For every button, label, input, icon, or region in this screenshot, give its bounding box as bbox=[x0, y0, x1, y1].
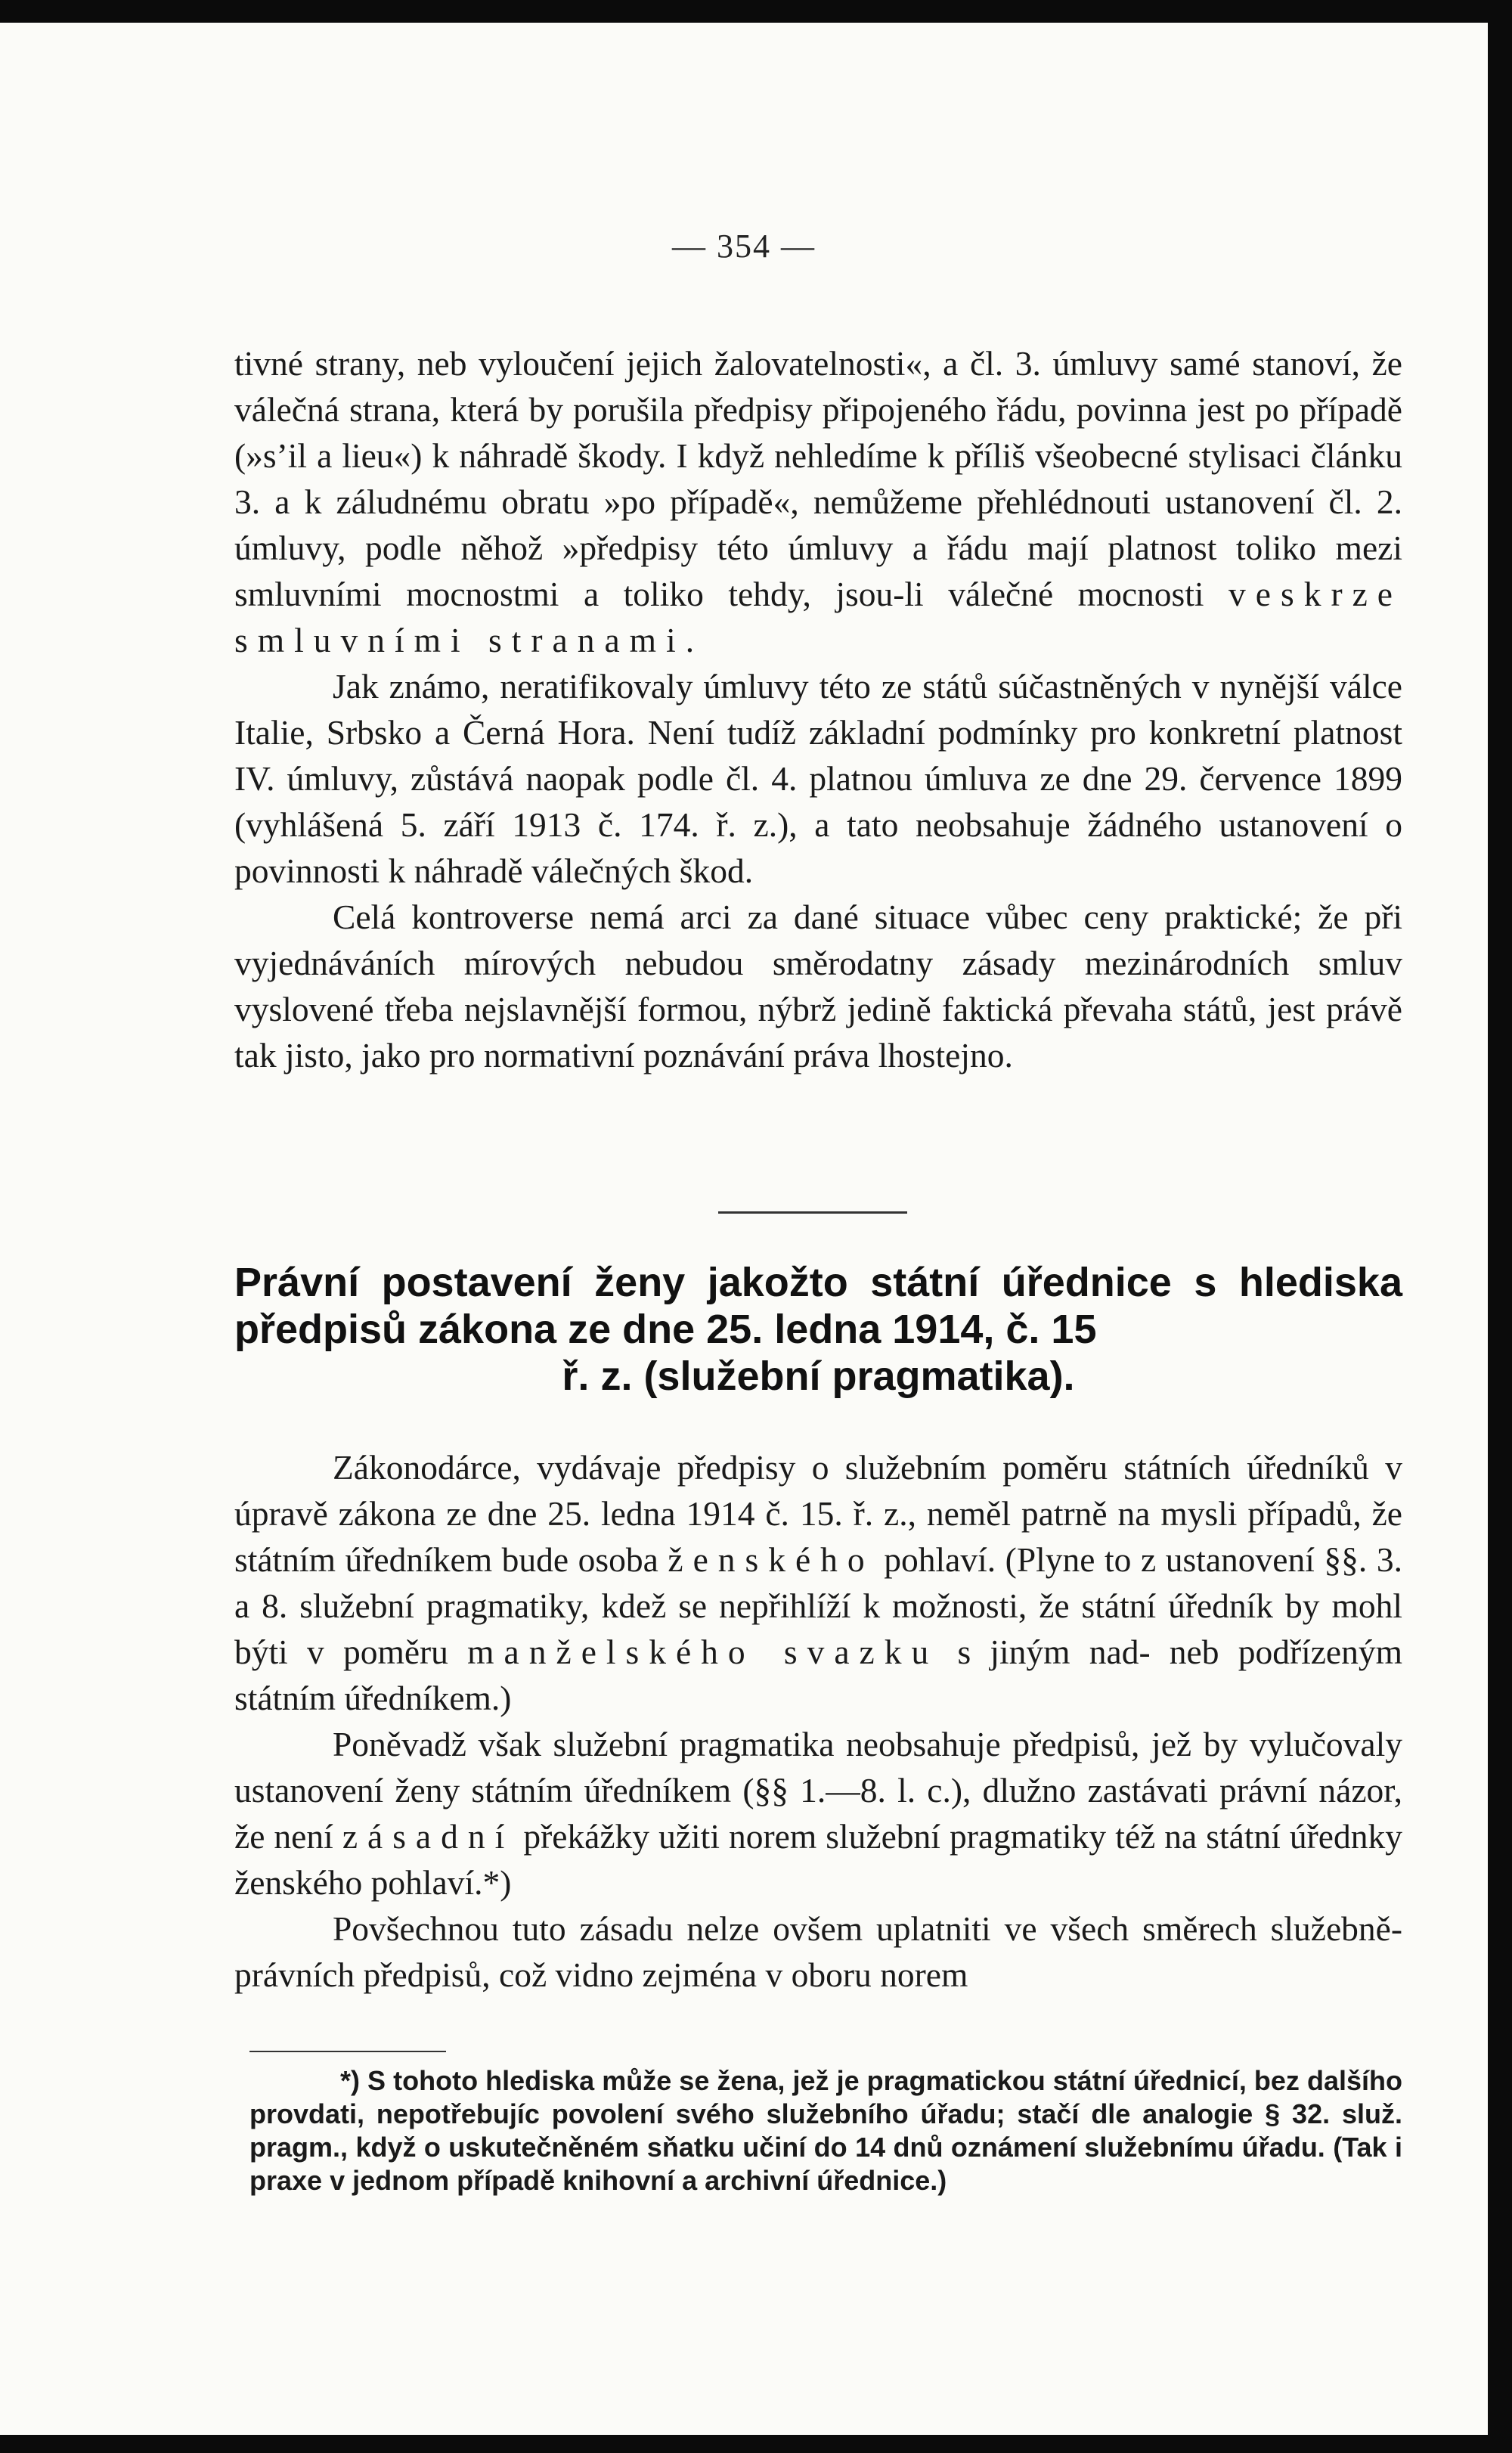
section-heading bbox=[234, 1259, 1402, 1400]
paragraph-2: Jak známo, neratifikovaly úmluvy této ze států súčastněných v nynější válce Italie, Srbsko a Černá Hora. Není tudíž základní podmínky pro konkretní platnost IV. úmluvy, zůstává naopak podle čl. 4. platnou úmluva ze dne 29. července 1899 (vyhlášená 5. září 1913 č. 174. ř. z.), a tato neobsahuje žádného ustanovení o povinnosti k náhradě válečných škod. bbox=[234, 667, 1402, 890]
footnote-divider bbox=[249, 2051, 446, 2052]
body-text-bottom bbox=[234, 1444, 1402, 1998]
paragraph-1 bbox=[234, 340, 1402, 663]
paragraph-3: Celá kontroverse nemá arci za dané situace vůbec ceny praktické; že při vyjednáváních mírových nebudou směrodatny zásady mezinárodních smluv vyslovené třeba nejslavnější formou, nýbrž jedině faktická převaha států, jest právě tak jisto, jako pro normativní poznávání práva lhostejno. bbox=[234, 898, 1402, 1075]
body-text-top bbox=[234, 340, 1402, 1078]
paragraph-4-part-3: s jiným nad- neb podřízeným státním úředníkem.) bbox=[234, 1633, 1403, 1717]
emphasis-zenskeho: ženského bbox=[668, 1540, 875, 1579]
paragraph-4-part-2: pohlaví. (Plyne to z ustanovení §§. 3. a 8. služební pragmatiky, kdež se nepřihlíží k možnosti, že státní úředník by mohl býti v poměru bbox=[234, 1540, 1402, 1671]
paragraph-1-text: tivné strany, neb vyloučení jejich žalovatelnosti«, a čl. 3. úmluvy samé stanoví, že válečná strana, která by porušila předpisy připojeného řádu, povinna jest po případě (»s’il a lieu«) k náhradě škody. I když nehledíme k příliš všeobecné stylisaci článku 3. a k záludnému obratu »po případě«, nemůžeme přehlédnouti ustanovení čl. 2. úmluvy, podle něhož »předpisy této úmluvy a řádu mají platnost toliko mezi smluvními mocnostmi a toliko tehdy, jsou-li válečné mocnosti bbox=[234, 344, 1402, 613]
paragraph-5-part-2: překážky užiti norem služební pragmatiky též na státní úřednky ženského pohlaví.*) bbox=[234, 1817, 1403, 1902]
emphasis-manzelskeho-svazku: manželského svazku bbox=[467, 1633, 939, 1671]
heading-main: Právní postavení ženy jakožto státní úřednice s hlediska předpisů zákona ze dne 25. ledna 1914, č. 15 bbox=[234, 1260, 1402, 1352]
scanned-page bbox=[0, 23, 1488, 2435]
emphasis-spaced: veskrze smluvními stranami bbox=[234, 575, 1402, 659]
paragraph-1-end: . bbox=[685, 621, 695, 659]
paragraph-4 bbox=[234, 1444, 1402, 1721]
paragraph-6: Povšechnou tuto zásadu nelze ovšem uplatniti ve všech směrech služebně-právních předpisů, což vidno zejména v oboru norem bbox=[234, 1909, 1402, 1994]
paragraph-5 bbox=[234, 1721, 1402, 1906]
footnote: *) S tohoto hlediska může se žena, jež je pragmatickou státní úřednicí, bez dalšího provdati, nepotřebujíc povolení svého služebního úřadu; stačí dle analogie § 32. služ. pragm., když o uskutečněném sňatku učiní do 14 dnů oznámení služebnímu úřadu. (Tak i praxe v jednom případě knihovní a archivní úřednice.) bbox=[249, 2065, 1402, 2196]
paragraph-5-part-1: Poněvadž však služební pragmatika neobsahuje předpisů, jež by vylučovaly ustanovení ženy státním úředníkem (§§ 1.—8. l. c.), dlužno zastávati právní názor, že není bbox=[234, 1725, 1402, 1856]
section-divider bbox=[718, 1211, 907, 1214]
emphasis-zasadni: zásadní bbox=[342, 1817, 515, 1856]
page-number: — 354 — bbox=[672, 228, 816, 265]
heading-last-line: ř. z. (služební pragmatika). bbox=[562, 1354, 1075, 1399]
paragraph-4-part-1: Zákonodárce, vydávaje předpisy o služebním poměru státních úředníků v úpravě zákona ze dne 25. ledna 1914 č. 15. ř. z., neměl patrně na mysli případů, že státním úředníkem bude osoba bbox=[234, 1448, 1402, 1579]
